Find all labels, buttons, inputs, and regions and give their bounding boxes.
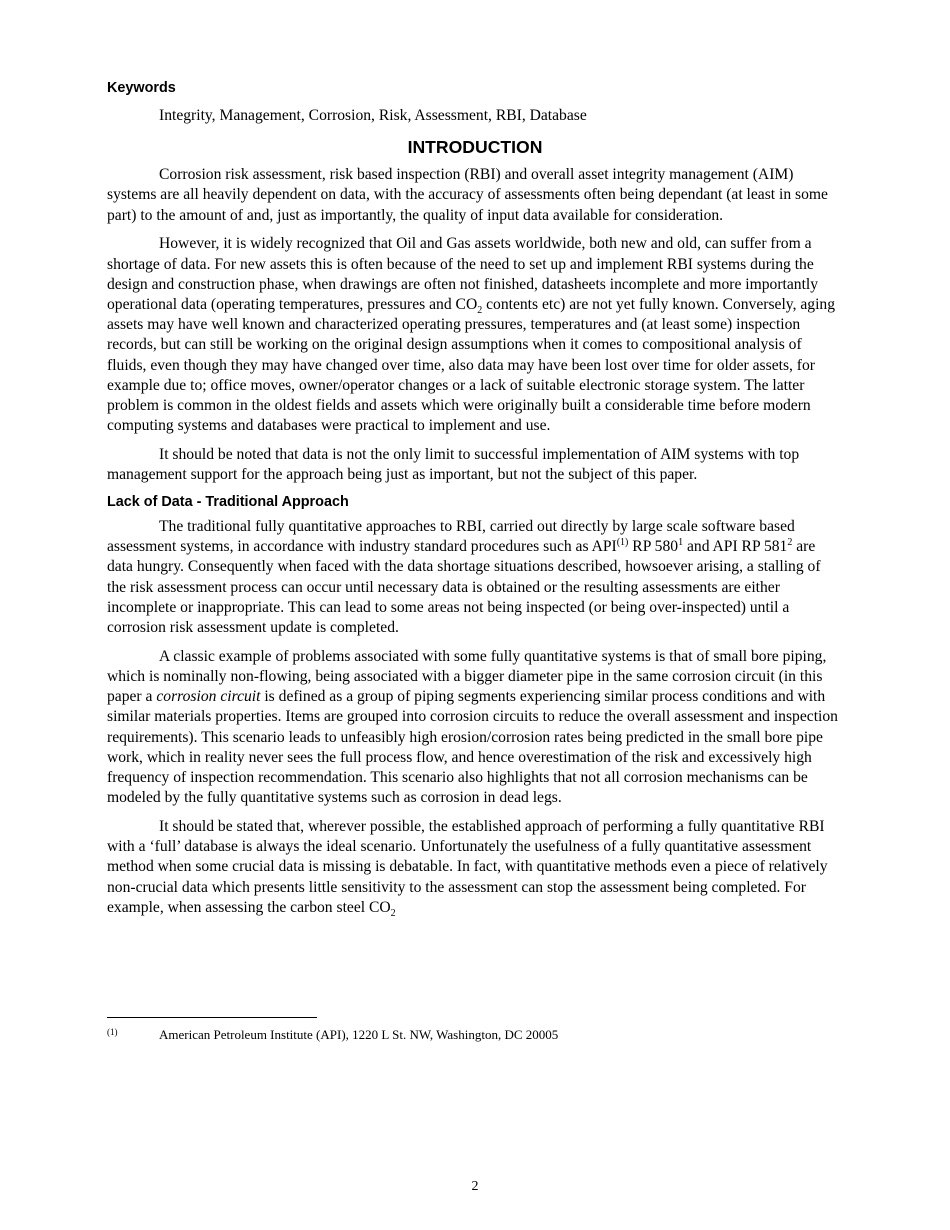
keywords-text: Integrity, Management, Corrosion, Risk, Assessment, RBI, Database: [159, 107, 587, 124]
introduction-heading: INTRODUCTION: [407, 137, 543, 158]
intro-paragraph-2: However, it is widely recognized that Oil and Gas assets worldwide, both new and old, can suffer from a shortage of data. For new assets this is often because of the need to set up and implement RBI systems during the design and construction phase, when drawings are often not finished, datasheets incomplete and more importantly operational data (operating temperatures, pressures and $CO_2$ contents etc) are not yet fully known. Conversely, aging assets may have well known and characterized operating pressures, temperatures and (at least some) inspection records, but can still be working on the original design assumptions when it comes to compositional analysis of fluids, even though they may have changed over time, also data may have been lost over time for older assets, for example due to; office moves, owner/operator changes or a lack of suitable electronic storage system. The latter problem is common in the oldest fields and assets which were originally built a considerable time before modern computing systems and databases were practical to implement and use.: [107, 235, 836, 435]
lack-paragraph-3: It should be stated that, wherever possible, the established approach of performing a fully quantitative RBI with a ‘full’ database is always the ideal scenario. Unfortunately the usefulness of a fully quantitative assessment method when some crucial data is missing is debatable. In fact, with quantitative methods even a piece of relatively non-crucial data which presents little sensitivity to the assessment can stop the assessment being completed. For example, when assessing the carbon steel $CO_2$: [107, 818, 828, 919]
intro-paragraph-1: Corrosion risk assessment, risk based inspection (RBI) and overall asset integrity management (AIM) systems are all heavily dependent on data, with the accuracy of assessments often being dependant (at least in some part) to the amount of and, just as importantly, the quality of input data available for consideration.: [107, 166, 828, 224]
footnote-mark: (1): [107, 1027, 118, 1037]
lack-paragraph-1: The traditional fully quantitative approaches to RBI, carried out directly by large scale software based assessment systems, in accordance with industry standard procedures such as API$^{(1)}$ RP $580^1$ and API RP $581^2$ are data hungry. Consequently when faced with the data shortage situations described, howsoever arising, a stalling of the risk assessment process can occur until necessary data is obtained or the resulting assessments are either incomplete or inappropriate. This can lead to some areas not being inspected (or being over-inspected) until a corrosion risk assessment update is completed.: [107, 518, 821, 637]
corrosion-circuit-term: corrosion circuit: [156, 688, 261, 706]
keywords-heading: Keywords: [107, 80, 176, 96]
footnote-divider: [107, 1017, 317, 1018]
intro-paragraph-3: It should be noted that data is not the only limit to successful implementation of AIM systems with top management support for the approach being just as important, but not the subject of this paper.: [107, 446, 800, 484]
footnote-text: American Petroleum Institute (API), 1220 L St. NW, Washington, DC 20005: [159, 1027, 559, 1042]
page-body: [107, 78, 843, 927]
footnote: [107, 1026, 843, 1043]
lack-of-data-heading: Lack of Data - Traditional Approach: [107, 494, 349, 511]
lack-paragraph-2: A classic example of problems associated with some fully quantitative systems is that of small bore piping, which is nominally non-flowing, being associated with a bigger diameter pipe in the same corrosion circuit (in this paper a corrosion circuit is defined as a group of piping segments experiencing similar process conditions and with similar materials properties. Items are grouped into corrosion circuits to reduce the overall assessment and inspection requirements). This scenario leads to unfeasibly high erosion/corrosion rates being predicted in the small bore pipe work, which in reality never sees the full process flow, and hence overestimation of the risk and excessively high frequency of inspection recommendation. This scenario also highlights that not all corrosion mechanisms can be modeled by the fully quantitative systems such as corrosion in dead legs.: [107, 647, 838, 807]
page-number: 2: [471, 1179, 479, 1194]
